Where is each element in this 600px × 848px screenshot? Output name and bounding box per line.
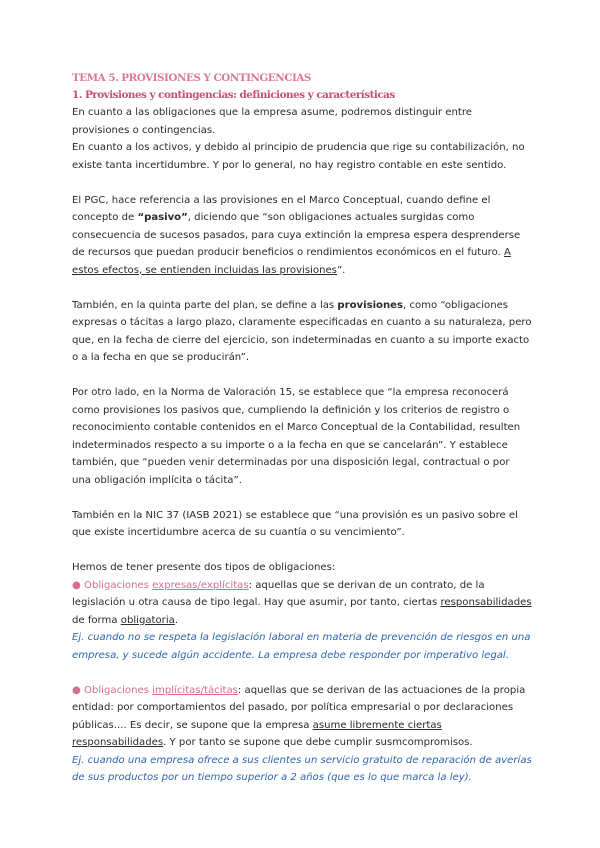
example-implicit: Ej. cuando una empresa ofrece a sus clientes un servicio gratuito de reparación de averías de sus productos por un tiempo superior a 2 años (que es lo que marca la ley). [72, 754, 532, 783]
text-span: una obligación implícita o tácita”. [72, 474, 242, 486]
obligation-implicit [72, 682, 532, 752]
paragraph-norma-valoracion [72, 384, 532, 489]
obligation-kind: implícitas/tácitas [152, 684, 238, 696]
text-span: ”. [336, 264, 346, 276]
underlined-text: responsabilidades [440, 597, 532, 608]
text-span: . Y por tanto se supone que debe cumplir susmcompromisos. [163, 737, 473, 748]
underlined-text: A estos efectos, se entienden incluidas las provisiones [72, 247, 511, 276]
text-span: de forma [72, 614, 121, 626]
text-span: , como “obligaciones expresas o tácitas a largo plazo, claramente especificadas en cuanto a su naturaleza, pero que, en la fecha de cierre del ejercicio, son indeterminadas en cuanto a su importe exacto o a la fecha en que se producirán”. [72, 299, 532, 363]
text-span: El PGC, hace referencia a las provisiones en el Marco Conceptual, cuando define el concepto de [72, 194, 491, 223]
text-span: , diciendo que “son obligaciones actuales surgidas como consecuencia de sucesos pasados, para cuya extinción la empresa espera desprenderse de recursos que puedan producir beneficios o rendimientos económicos en el futuro. [72, 212, 521, 258]
document-body [72, 70, 532, 787]
bold-term: “pasivo” [137, 212, 188, 223]
paragraph-plan-definition [72, 297, 532, 367]
underlined-text: obligatoria [120, 614, 175, 626]
text-span: Por otro lado, en la Norma de Valoración 15, se establece que “la empresa reconocerá como provisiones los pasivos que, cumpliendo la definición y los criterios de registro o reconocimiento contable contenidos en el Marco Conceptual de la Contabilidad, resulten indeterminados respecto a su importe o a la fecha en que se cancelarán”. Y establece también, que “pueden venir determinadas por una disposición legal, contractual o por [72, 387, 521, 468]
document-title: TEMA 5. PROVISIONES Y CONTINGENCIAS [72, 72, 311, 84]
section-heading: 1. Provisiones y contingencias: definiciones y características [72, 89, 395, 101]
example-explicit: Ej. cuando no se respeta la legislación laboral en materia de prevención de riesgos en una empresa, y sucede algún accidente. La empresa debe responder por imperativo legal. [72, 632, 531, 661]
obligation-kind: expresas/explícitas [152, 579, 249, 591]
bold-term: provisiones [337, 299, 404, 311]
paragraph-pgc [72, 192, 532, 280]
text-span: : aquellas que se derivan de un contrato, de la legislación u otra causa de tipo legal. Hay que asumir, por tanto, ciertas [72, 579, 485, 608]
obligation-explicit [72, 577, 532, 630]
underlined-text: asume libremente ciertas responsabilidades [72, 719, 442, 748]
paragraph-assets: En cuanto a los activos, y debido al principio de prudencia que rige su contabilización, no existe tanta incertidumbre. Y por lo general, no hay registro contable en este sentido. [72, 142, 525, 171]
text-span: . [174, 614, 179, 626]
bullet-label: ● Obligaciones [72, 684, 153, 696]
text-span: : aquellas que se derivan de las actuaciones de la propia entidad: por comportamientos del pasado, por política empresarial o por declaraciones públicas.... Es decir, se supone que la empresa [72, 684, 526, 731]
bullet-label: ● Obligaciones [72, 579, 153, 591]
paragraph-obligations-intro: En cuanto a las obligaciones que la empresa asume, podremos distinguir entre provisiones o contingencias. [72, 107, 472, 136]
paragraph-nic37: También en la NIC 37 (IASB 2021) se establece que “una provisión es un pasivo sobre el que existe incertidumbre acerca de su cuantía o su vencimiento”. [72, 509, 518, 538]
text-span: También, en la quinta parte del plan, se define a las [72, 299, 338, 311]
paragraph-types-intro: Hemos de tener presente dos tipos de obligaciones: [72, 562, 336, 573]
